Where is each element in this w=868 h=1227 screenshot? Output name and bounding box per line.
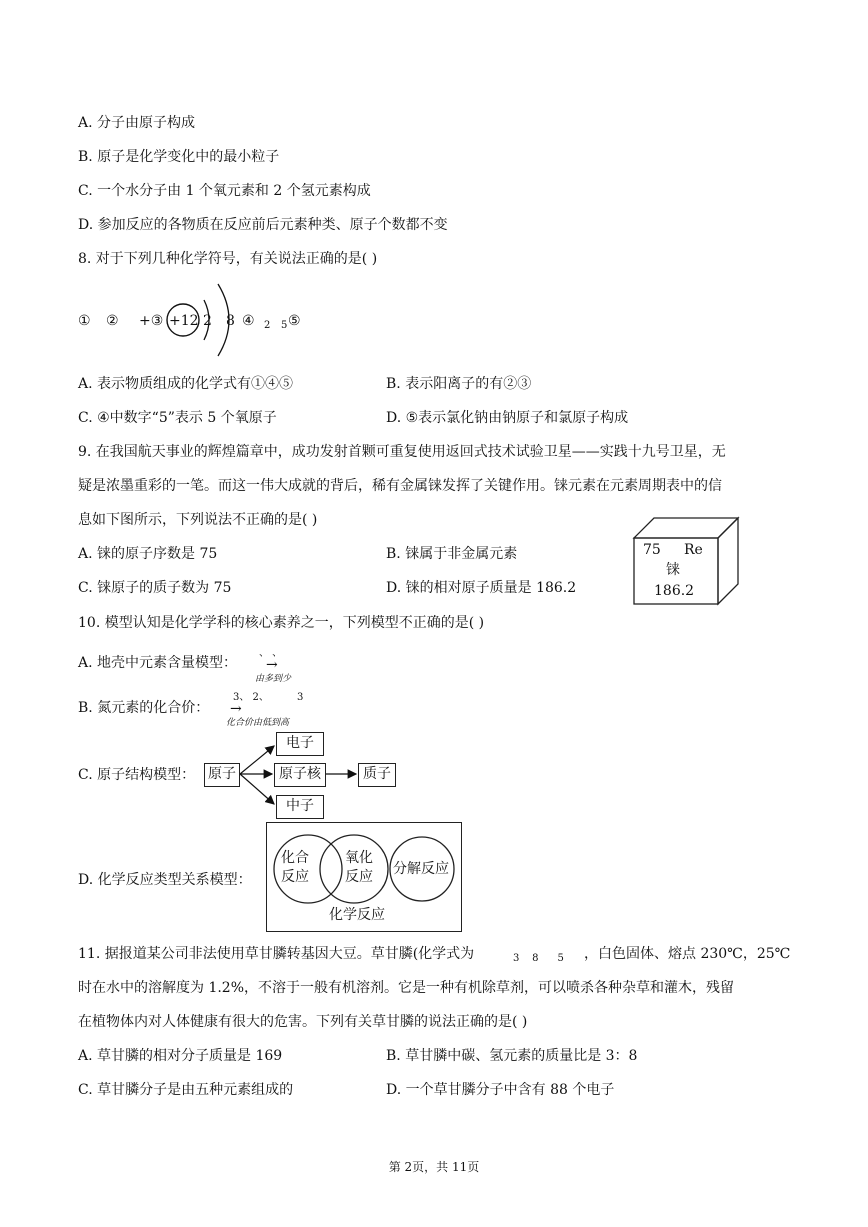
q10-option-b-label: B. 氮元素的化合价： — [78, 700, 210, 716]
q7-option-a: A. 分子由原子构成 — [78, 115, 196, 131]
neutron-box: 中子 — [276, 795, 324, 819]
q11-stem-line2: 时在水中的溶解度为 1.2%，不溶于一般有机溶剂。它是一种有机除草剂，可以喷杀各种杂草和灌木，残留 — [78, 980, 735, 996]
q10-option-d-label: D. 化学反应类型关系模型： — [78, 872, 252, 888]
q10-b-marks-1: 3、 2、 — [233, 692, 269, 703]
q11-stem-line1b: ，白色固体、熔点 230℃，25℃ — [584, 946, 791, 962]
symbol-3: +③ — [139, 313, 164, 329]
q8-stem: 8. 对于下列几种化学符号，有关说法正确的是( ) — [78, 251, 378, 267]
nucleus-charge: +12 — [169, 313, 199, 329]
q8-option-b: B. 表示阳离子的有②③ — [386, 376, 532, 392]
reaction-type-model — [266, 822, 462, 932]
q11-option-d: D. 一个草甘膦分子中含有 88 个电子 — [386, 1082, 615, 1098]
q9-stem-line2: 疑是浓墨重彩的一笔。而这一伟大成就的背后，稀有金属铼发挥了关键作用。铼元素在元素周期表中的信 — [78, 478, 722, 494]
page-footer: 第 2页，共 11页 — [388, 1160, 480, 1174]
q11-option-b: B. 草甘膦中碳、氢元素的质量比是 3：8 — [386, 1048, 638, 1064]
q9-option-d: D. 铼的相对原子质量是 186.2 — [386, 580, 577, 596]
subscript-5: 5 — [281, 320, 288, 331]
q9-option-c: C. 铼原子的质子数为 75 — [78, 580, 232, 596]
q10-b-arrow: → — [230, 701, 242, 717]
q10-b-caption: 化合价由低到高 — [226, 718, 290, 728]
q9-option-a: A. 铼的原子序数是 75 — [78, 546, 218, 562]
periodic-table-cell — [632, 516, 742, 606]
chemical-reaction-label: 化学反应 — [329, 907, 385, 923]
q9-option-b: B. 铼属于非金属元素 — [386, 546, 518, 562]
atomic-mass: 186.2 — [654, 583, 695, 599]
q8-option-d: D. ⑤表示氯化钠由钠原子和氯原子构成 — [386, 410, 629, 426]
q9-stem-line3: 息如下图所示，下列说法不正确的是( ) — [78, 512, 318, 528]
q10-a-arrow: → — [266, 657, 278, 673]
combination-reaction-label: 化合 反应 — [281, 850, 309, 885]
decomposition-reaction-label: 分解反应 — [393, 861, 449, 877]
q10-a-marks: 、 、 — [259, 648, 283, 659]
q11-stem-line3: 在植物体内对人体健康有很大的危害。下列有关草甘膦的说法正确的是( ) — [78, 1014, 528, 1030]
q7-option-b: B. 原子是化学变化中的最小粒子 — [78, 149, 280, 165]
oxidation-reaction-label: 氧化 反应 — [345, 850, 373, 885]
element-name: 铼 — [666, 562, 680, 578]
atom-box: 原子 — [204, 763, 240, 787]
electron-box: 电子 — [276, 732, 324, 756]
q11-stem-line1a: 11. 据报道某公司非法使用草甘膦转基因大豆。草甘膦(化学式为 — [78, 946, 475, 962]
q8-option-a: A. 表示物质组成的化学式有①④⑤ — [78, 376, 294, 392]
q10-option-a-label: A. 地壳中元素含量模型： — [78, 655, 238, 671]
shell-2-electrons: 8 — [226, 313, 235, 329]
q7-option-c: C. 一个水分子由 1 个氧元素和 2 个氢元素构成 — [78, 183, 371, 199]
element-symbol: Re — [684, 542, 703, 558]
proton-box: 质子 — [358, 763, 396, 787]
symbol-4: ④ — [242, 313, 255, 329]
q11-option-a: A. 草甘膦的相对分子质量是 169 — [78, 1048, 283, 1064]
nucleus-box: 原子核 — [274, 763, 326, 787]
q8-option-c: C. ④中数字“5”表示 5 个氧原子 — [78, 410, 277, 426]
atomic-number: 75 — [643, 542, 661, 558]
q9-stem-line1: 9. 在我国航天事业的辉煌篇章中，成功发射首颗可重复使用返回式技术试验卫星——实践十九号卫星，无 — [78, 444, 726, 460]
q10-stem: 10. 模型认知是化学学科的核心素养之一，下列模型不正确的是( ) — [78, 615, 485, 631]
q7-option-d: D. 参加反应的各物质在反应前后元素种类、原子个数都不变 — [78, 217, 448, 233]
symbol-1: ① — [78, 313, 91, 329]
q10-b-marks-2: 3 — [297, 692, 304, 703]
shell-1-electrons: 2 — [203, 313, 212, 329]
subscript-2: 2 — [264, 320, 271, 331]
q11-formula-subscripts: 3 8 5 — [513, 953, 564, 964]
q11-option-c: C. 草甘膦分子是由五种元素组成的 — [78, 1082, 294, 1098]
q10-a-caption: 由多到少 — [255, 674, 292, 684]
symbol-2: ② — [106, 313, 119, 329]
q10-option-c-label: C. 原子结构模型： — [78, 767, 196, 783]
symbol-5: ⑤ — [288, 313, 301, 329]
